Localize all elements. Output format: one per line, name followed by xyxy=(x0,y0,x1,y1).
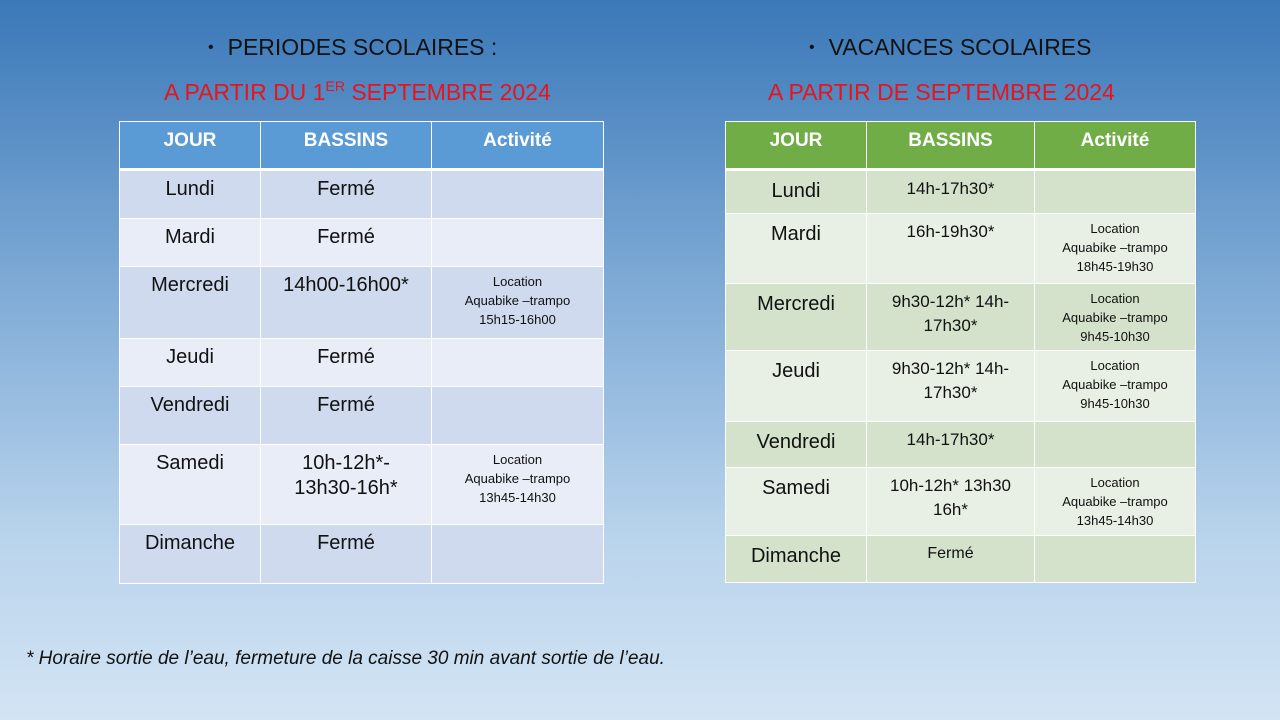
left-subheading-suffix: SEPTEMBRE 2024 xyxy=(344,79,551,105)
table-row xyxy=(726,422,1196,468)
right-heading xyxy=(809,34,1091,61)
header-activite: Activité xyxy=(432,122,604,170)
activite-line: 9h45-10h30 xyxy=(1080,396,1150,411)
cell-jour: Samedi xyxy=(726,468,867,536)
cell-bassins xyxy=(867,351,1035,422)
cell-bassins: Fermé xyxy=(261,170,432,219)
activite-line: Location xyxy=(1090,221,1140,236)
cell-bassins: 14h-17h30* xyxy=(867,170,1035,214)
cell-bassins: Fermé xyxy=(261,525,432,584)
cell-jour: Dimanche xyxy=(726,536,867,583)
cell-activite xyxy=(432,445,604,525)
cell-jour: Mercredi xyxy=(726,284,867,351)
activite-line: 18h45-19h30 xyxy=(1076,259,1154,274)
cell-jour: Jeudi xyxy=(120,339,261,387)
table-row xyxy=(726,351,1196,422)
table-row xyxy=(120,525,604,584)
left-heading xyxy=(208,34,497,61)
table-row xyxy=(120,445,604,525)
activite-line: Location xyxy=(492,452,543,467)
cell-bassins: 16h-19h30* xyxy=(867,214,1035,284)
header-jour: JOUR xyxy=(726,122,867,170)
bassins-line: 10h-12h* 13h30 xyxy=(889,476,1011,495)
activite-line: Aquabike –trampo xyxy=(464,293,571,308)
cell-activite xyxy=(1035,351,1196,422)
activite-line: 13h45-14h30 xyxy=(1076,513,1154,528)
activite-line: 13h45-14h30 xyxy=(479,490,556,505)
table-row xyxy=(120,170,604,219)
bullet-icon: • xyxy=(208,39,214,56)
cell-bassins xyxy=(867,468,1035,536)
cell-activite xyxy=(432,170,604,219)
table-row xyxy=(726,284,1196,351)
school-period-table xyxy=(119,121,604,584)
left-heading-text: PERIODES SCOLAIRES : xyxy=(227,34,498,60)
cell-jour: Mardi xyxy=(120,219,261,267)
left-subheading xyxy=(164,79,551,106)
header-bassins: BASSINS xyxy=(261,122,432,170)
cell-jour: Samedi xyxy=(120,445,261,525)
table-header-row xyxy=(726,122,1196,170)
cell-bassins: 14h00-16h00* xyxy=(261,267,432,339)
activite-line: Location xyxy=(1090,291,1140,306)
cell-bassins xyxy=(261,445,432,525)
activite-line: Location xyxy=(1090,475,1140,490)
activite-line: 15h15-16h00 xyxy=(479,312,556,327)
activite-line: Aquabike –trampo xyxy=(1062,240,1168,255)
activite-line: Aquabike –trampo xyxy=(1062,377,1168,392)
bullet-icon: • xyxy=(809,39,815,56)
cell-bassins: Fermé xyxy=(261,219,432,267)
bassins-line: 10h-12h*- xyxy=(302,452,390,474)
cell-bassins: Fermé xyxy=(261,339,432,387)
bassins-line: 17h30* xyxy=(923,383,978,402)
table-row xyxy=(120,219,604,267)
activite-line: Location xyxy=(492,274,543,289)
right-subheading: A PARTIR DE SEPTEMBRE 2024 xyxy=(768,79,1115,105)
bassins-line: 9h30-12h* 14h- xyxy=(891,359,1010,378)
activite-line: Location xyxy=(1090,358,1140,373)
cell-jour: Jeudi xyxy=(726,351,867,422)
left-subheading-prefix: A PARTIR DU 1 xyxy=(164,79,326,105)
cell-activite xyxy=(432,525,604,584)
cell-jour: Lundi xyxy=(120,170,261,219)
cell-activite xyxy=(432,387,604,445)
table-row xyxy=(726,170,1196,214)
table-row xyxy=(120,387,604,445)
cell-activite xyxy=(1035,214,1196,284)
cell-bassins: Fermé xyxy=(261,387,432,445)
cell-activite xyxy=(1035,536,1196,583)
cell-jour: Dimanche xyxy=(120,525,261,584)
cell-jour: Vendredi xyxy=(120,387,261,445)
cell-jour: Mercredi xyxy=(120,267,261,339)
bassins-line: 17h30* xyxy=(923,316,978,335)
cell-bassins: 14h-17h30* xyxy=(867,422,1035,468)
cell-activite xyxy=(1035,422,1196,468)
header-activite: Activité xyxy=(1035,122,1196,170)
activite-line: Aquabike –trampo xyxy=(1062,494,1168,509)
header-jour: JOUR xyxy=(120,122,261,170)
holiday-table xyxy=(725,121,1196,583)
header-bassins: BASSINS xyxy=(867,122,1035,170)
table-row xyxy=(726,536,1196,583)
cell-jour: Mardi xyxy=(726,214,867,284)
right-heading-text: VACANCES SCOLAIRES xyxy=(828,34,1092,60)
left-subheading-sup: ER xyxy=(325,78,345,94)
cell-jour: Lundi xyxy=(726,170,867,214)
cell-activite xyxy=(432,267,604,339)
cell-bassins xyxy=(867,284,1035,351)
table-row xyxy=(120,267,604,339)
cell-activite xyxy=(1035,170,1196,214)
cell-activite xyxy=(432,219,604,267)
table-header-row xyxy=(120,122,604,170)
bassins-line: 9h30-12h* 14h- xyxy=(891,292,1010,311)
bassins-line: 13h30-16h* xyxy=(294,477,398,499)
activite-line: 9h45-10h30 xyxy=(1080,329,1150,344)
cell-bassins: Fermé xyxy=(867,536,1035,583)
cell-activite xyxy=(1035,284,1196,351)
activite-line: Aquabike –trampo xyxy=(1062,310,1168,325)
cell-activite xyxy=(432,339,604,387)
bassins-line: 16h* xyxy=(933,500,968,519)
cell-jour: Vendredi xyxy=(726,422,867,468)
cell-activite xyxy=(1035,468,1196,536)
table-row xyxy=(726,468,1196,536)
table-row xyxy=(120,339,604,387)
footnote: * Horaire sortie de l’eau, fermeture de la caisse 30 min avant sortie de l’eau. xyxy=(26,648,665,669)
activite-line: Aquabike –trampo xyxy=(464,471,571,486)
table-row xyxy=(726,214,1196,284)
